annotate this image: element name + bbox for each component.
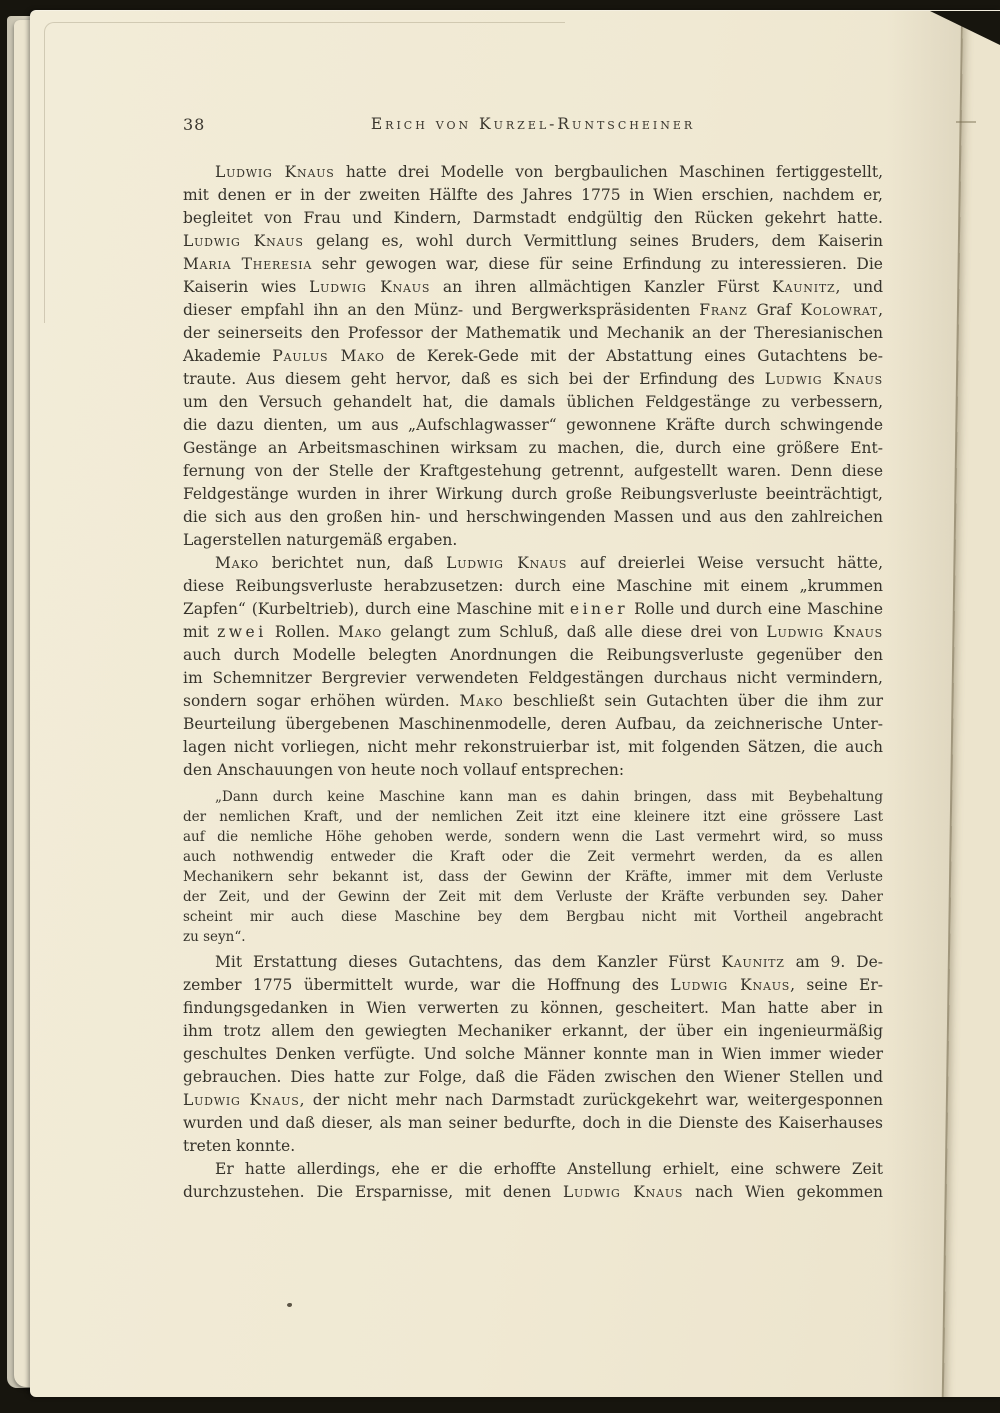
text-segment: , und bbox=[835, 278, 884, 296]
text-line bbox=[183, 184, 883, 207]
block-quote bbox=[183, 787, 883, 947]
text-segment: sehr gewogen war, diese für seine Erfindung zu interessieren. Die bbox=[312, 255, 883, 273]
text-line bbox=[183, 621, 883, 644]
text-segment: um den Versuch gehandelt hat, die damals üblichen Feldgestänge zu verbessern, bbox=[183, 393, 883, 411]
small-caps-name: Ludwig Knaus bbox=[562, 1183, 684, 1201]
text-segment: auf die nemliche Höhe gehoben werde, sondern wenn die Last vermehrt wird, so muss bbox=[183, 829, 883, 845]
text-segment: der Zeit, und der Gewinn der Zeit mit dem Verluste der Kräfte verbunden sey. Daher bbox=[183, 889, 883, 905]
text-line bbox=[183, 161, 883, 184]
text-segment: , der nicht mehr nach Darmstadt zurückgekehrt war, weitergesponnen bbox=[299, 1091, 883, 1109]
text-segment: am 9. De- bbox=[784, 953, 883, 971]
text-segment: an ihren allmächtigen Kanzler Fürst bbox=[430, 278, 773, 296]
text-segment: lagen nicht vorliegen, nicht mehr rekonstruierbar ist, mit folgenden Sätzen, die auch bbox=[183, 738, 883, 756]
text-segment: hatte drei Modelle von bergbaulichen Maschinen fertiggestellt, bbox=[334, 163, 884, 181]
text-line bbox=[183, 887, 883, 907]
small-caps-name: Mako bbox=[338, 623, 383, 641]
text-segment: scheint mir auch diese Maschine bey dem Bergbau nicht mit Vortheil angebracht bbox=[183, 909, 883, 925]
text-segment: , bbox=[878, 301, 883, 319]
text-segment: den Anschauungen von heute noch vollauf entsprechen: bbox=[183, 761, 625, 779]
text-line bbox=[183, 506, 883, 529]
text-segment: traute. Aus diesem geht hervor, daß es sich bei der Erfindung des bbox=[183, 370, 765, 388]
page-number: 38 bbox=[183, 115, 206, 134]
text-segment: , seine Er- bbox=[790, 976, 883, 994]
paragraph bbox=[183, 951, 883, 1158]
text-line bbox=[183, 1089, 883, 1112]
text-segment: Mit Erstattung dieses Gutachtens, das dem Kanzler Fürst bbox=[215, 953, 722, 971]
text-segment: Beurteilung übergebenen Maschinenmodelle, deren Aufbau, da zeichnerische Unter- bbox=[183, 715, 883, 733]
text-segment: auch nothwendig entweder die Kraft oder die Zeit vermehrt werden, da es allen bbox=[183, 849, 883, 865]
text-line bbox=[183, 437, 883, 460]
text-line bbox=[183, 368, 883, 391]
small-caps-name: Mako bbox=[459, 692, 504, 710]
text-line bbox=[183, 951, 883, 974]
text-line bbox=[183, 391, 883, 414]
text-segment: mit bbox=[183, 623, 218, 641]
text-line bbox=[183, 230, 883, 253]
text-segment: nach Wien gekommen bbox=[683, 1183, 883, 1201]
text-line bbox=[183, 460, 883, 483]
text-segment: der nemlichen Kraft, und der nemlichen Zeit itzt eine kleinere itzt eine grössere Last bbox=[183, 809, 883, 825]
book-page bbox=[30, 10, 1000, 1397]
text-line bbox=[183, 414, 883, 437]
text-block bbox=[183, 161, 883, 1204]
paragraph bbox=[183, 1158, 883, 1204]
small-caps-name: Ludwig Knaus bbox=[215, 163, 335, 181]
paragraph bbox=[183, 161, 883, 552]
text-line bbox=[183, 759, 883, 782]
small-caps-name: Ludwig Knaus bbox=[446, 554, 568, 572]
text-segment: Rolle und durch eine Maschine bbox=[628, 600, 883, 618]
text-line bbox=[183, 299, 883, 322]
text-line bbox=[183, 644, 883, 667]
text-line bbox=[183, 1158, 883, 1181]
text-segment: sondern sogar erhöhen würden. bbox=[183, 692, 460, 710]
text-segment: ihm trotz allem den gewiegten Mechaniker erkannt, der über ein ingenieurmäßig bbox=[183, 1022, 883, 1040]
text-line bbox=[183, 207, 883, 230]
text-line bbox=[183, 552, 883, 575]
text-segment: Gestänge an Arbeitsmaschinen wirksam zu machen, die, durch eine größere Ent- bbox=[183, 439, 883, 457]
text-line bbox=[183, 867, 883, 887]
text-segment: Mechanikern sehr bekannt ist, dass der Gewinn der Kräfte, immer mit dem Verluste bbox=[183, 869, 883, 885]
text-segment: Graf bbox=[747, 301, 801, 319]
text-segment: durchzustehen. Die Ersparnisse, mit denen bbox=[183, 1183, 563, 1201]
text-line bbox=[183, 1135, 883, 1158]
text-line bbox=[183, 690, 883, 713]
text-line bbox=[183, 997, 883, 1020]
text-segment: Rollen. bbox=[266, 623, 339, 641]
text-segment: mit denen er in der zweiten Hälfte des Jahres 1775 in Wien erschien, nachdem er, bbox=[183, 186, 883, 204]
text-segment: begleitet von Frau und Kindern, Darmstadt endgültig den Rücken gekehrt hatte. bbox=[183, 209, 883, 227]
small-caps-name: Kaunitz bbox=[772, 278, 836, 296]
text-segment: die sich aus den großen hin- und herschwingenden Massen und aus den zahlreichen bbox=[183, 508, 883, 526]
text-line bbox=[183, 974, 883, 997]
small-caps-name: Maria Theresia bbox=[183, 255, 313, 273]
text-segment: zember 1775 übermittelt wurde, war die Hoffnung des bbox=[183, 976, 671, 994]
text-segment: Lagerstellen naturgemäß ergaben. bbox=[183, 531, 458, 549]
text-segment: auch durch Modelle belegten Anordnungen die Reibungsverluste gegenüber den bbox=[183, 646, 883, 664]
paragraph bbox=[183, 552, 883, 782]
text-line bbox=[183, 807, 883, 827]
text-segment: im Schemnitzer Bergrevier verwendeten Feldgestängen durchaus nicht vermindern, bbox=[183, 669, 883, 687]
text-segment: gebrauchen. Dies hatte zur Folge, daß die Fäden zwischen den Wiener Stellen und bbox=[183, 1068, 883, 1086]
small-caps-name: Ludwig Knaus bbox=[183, 232, 304, 250]
running-head bbox=[183, 115, 883, 139]
text-line bbox=[183, 1043, 883, 1066]
text-segment: findungsgedanken in Wien verwerten zu können, gescheitert. Man hatte aber in bbox=[183, 999, 883, 1017]
text-segment: fernung von der Stelle der Kraftgestehung getrennt, aufgestellt waren. Denn diese bbox=[183, 462, 883, 480]
small-caps-name: Franz bbox=[699, 301, 748, 319]
text-line bbox=[183, 253, 883, 276]
text-line bbox=[183, 345, 883, 368]
text-line bbox=[183, 1181, 883, 1204]
text-segment: geschultes Denken verfügte. Und solche Männer konnte man in Wien immer wieder bbox=[183, 1045, 883, 1063]
text-segment: berichtet nun, daß bbox=[258, 554, 447, 572]
small-caps-name: Ludwig Knaus bbox=[764, 370, 883, 388]
ink-speck bbox=[287, 1303, 292, 1307]
small-caps-name: Kolowrat bbox=[800, 301, 879, 319]
text-segment: Zapfen“ (Kurbeltrieb), durch eine Maschine mit bbox=[183, 600, 570, 618]
small-caps-name: Ludwig Knaus bbox=[309, 278, 431, 296]
text-line bbox=[183, 827, 883, 847]
text-line bbox=[183, 787, 883, 807]
small-caps-name: Ludwig Knaus bbox=[670, 976, 791, 994]
text-segment: die dazu dienten, um aus „Aufschlagwasser“ gewonnene Kräfte durch schwingende bbox=[183, 416, 883, 434]
small-caps-name: Ludwig Knaus bbox=[766, 623, 883, 641]
text-segment: Kaiserin wies bbox=[183, 278, 310, 296]
text-segment: gelangt zum Schluß, daß alle diese drei von bbox=[382, 623, 767, 641]
small-caps-name: Mako bbox=[215, 554, 259, 572]
text-line bbox=[183, 907, 883, 927]
text-line bbox=[183, 575, 883, 598]
small-caps-name: Ludwig Knaus bbox=[183, 1091, 300, 1109]
running-header-title: Erich von Kurzel-Runtscheiner bbox=[370, 115, 696, 133]
text-segment: „Dann durch keine Maschine kann man es dahin bringen, dass mit Beybehaltung bbox=[215, 789, 883, 805]
small-caps-name: Kaunitz bbox=[721, 953, 785, 971]
text-segment: de Kerek-Gede mit der Abstattung eines Gutachtens be- bbox=[384, 347, 883, 365]
text-segment: wurden und daß dieser, als man seiner bedurfte, doch in die Dienste des Kaiserhauses bbox=[183, 1114, 883, 1132]
text-segment: gelang es, wohl durch Vermittlung seines Bruders, dem Kaiserin bbox=[303, 232, 883, 250]
text-line bbox=[183, 276, 883, 299]
text-line bbox=[183, 529, 883, 552]
text-line bbox=[183, 322, 883, 345]
text-segment: Feldgestänge wurden in ihrer Wirkung durch große Reibungsverluste beeinträchtigt, bbox=[183, 485, 883, 503]
text-segment: Akademie bbox=[183, 347, 273, 365]
text-line bbox=[183, 1066, 883, 1089]
text-segment: beschließt sein Gutachten über die ihm zur bbox=[503, 692, 883, 710]
text-line bbox=[183, 1112, 883, 1135]
text-segment: zu seyn“. bbox=[183, 929, 246, 945]
text-line bbox=[183, 847, 883, 867]
text-segment: der seinerseits den Professor der Mathematik und Mechanik an der Theresianischen bbox=[183, 324, 883, 342]
text-line bbox=[183, 1020, 883, 1043]
text-line bbox=[183, 598, 883, 621]
text-line bbox=[183, 483, 883, 506]
text-segment: zwei bbox=[217, 623, 267, 641]
crease-mark bbox=[956, 121, 976, 123]
text-segment: einer bbox=[569, 600, 629, 618]
text-line bbox=[183, 667, 883, 690]
text-line bbox=[183, 927, 883, 947]
small-caps-name: Paulus Mako bbox=[272, 347, 385, 365]
text-line bbox=[183, 736, 883, 759]
text-segment: Er hatte allerdings, ehe er die erhoffte Anstellung erhielt, eine schwere Zeit bbox=[215, 1160, 883, 1178]
text-segment: diese Reibungsverluste herabzusetzen: durch eine Maschine mit einem „krummen bbox=[183, 577, 883, 595]
text-segment: treten konnte. bbox=[183, 1137, 296, 1155]
text-line bbox=[183, 713, 883, 736]
text-segment: dieser empfahl ihn an den Münz- und Bergwerkspräsidenten bbox=[183, 301, 700, 319]
text-segment: auf dreierlei Weise versucht hätte, bbox=[567, 554, 883, 572]
